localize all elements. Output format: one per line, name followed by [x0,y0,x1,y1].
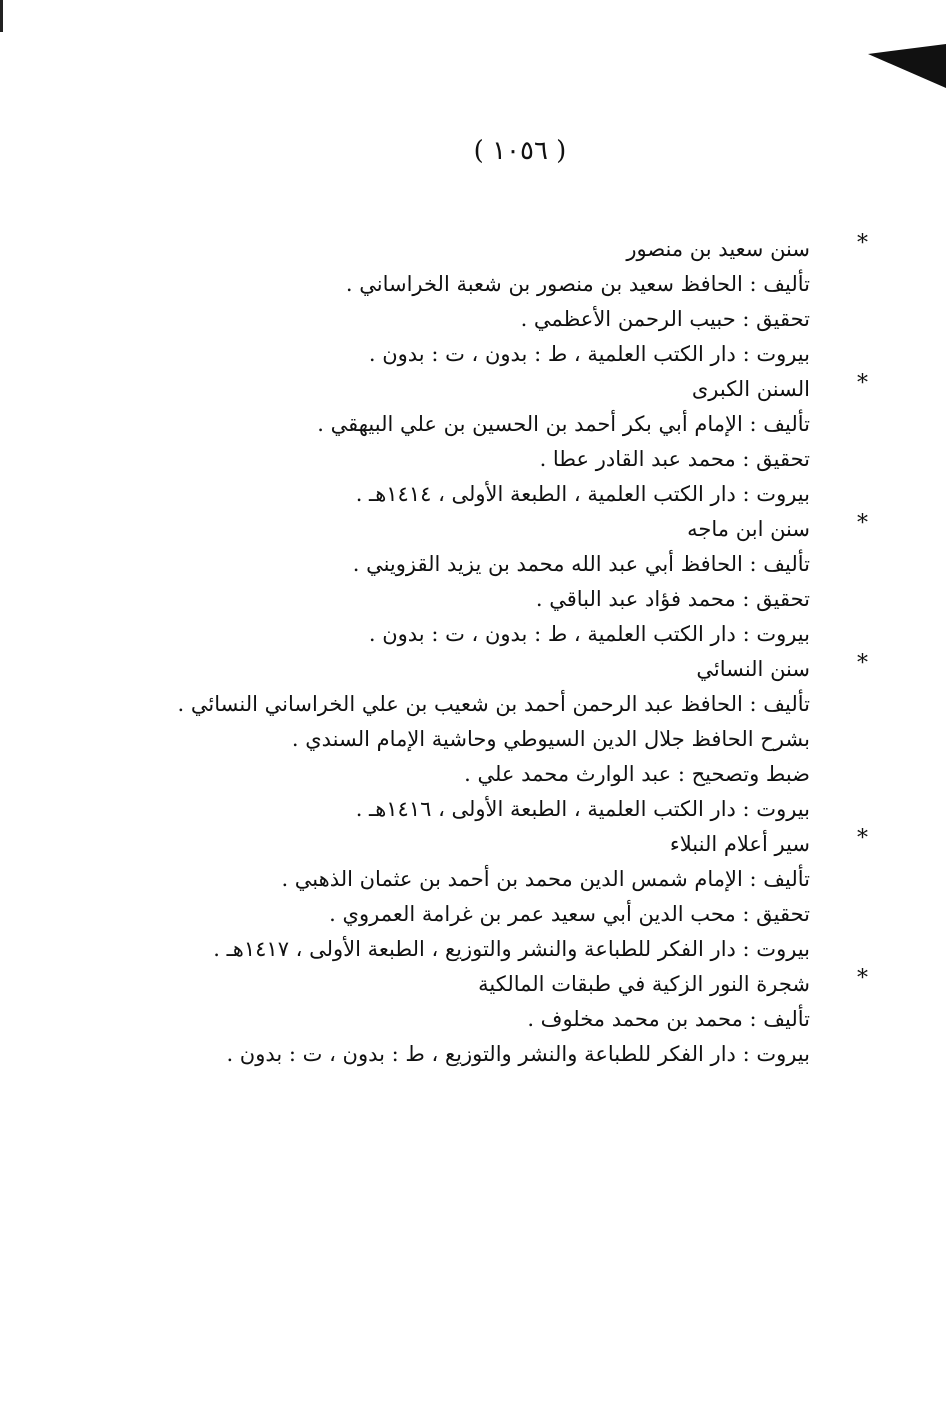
entry-editor: تحقيق : محب الدين أبي سعيد عمر بن غرامة العمروي . [329,902,810,926]
entry-asterisk: * [857,966,868,991]
entry-author: تأليف : الإمام شمس الدين محمد بن أحمد بن عثمان الذهبي . [281,867,810,891]
entry-publisher: بيروت : دار الكتب العلمية ، ط : بدون ، ت : بدون . [368,622,810,646]
entry-asterisk: * [857,511,868,536]
entry-publisher: بيروت : دار الكتب العلمية ، الطبعة الأولى ، ١٤١٤هـ . [355,482,810,506]
bibliography-entry [160,651,868,827]
entry-asterisk: * [857,826,868,851]
entry-title: سنن ابن ماجه [687,517,810,541]
bibliography-list [160,231,868,1072]
page-number: ( ١٠٥٦ ) [473,136,567,166]
entry-editor: تحقيق : محمد فؤاد عبد الباقي . [535,587,810,611]
entry-publisher: بيروت : دار الفكر للطباعة والنشر والتوزيع ، ط : بدون ، ت : بدون . [226,1042,810,1066]
entry-author: تأليف : الحافظ سعيد بن منصور بن شعبة الخراساني . [345,272,810,296]
entry-commentary: بشرح الحافظ جلال الدين السيوطي وحاشية الإمام السندي . [291,727,810,751]
bibliography-entry [160,826,868,967]
corner-fold-mark [868,44,946,88]
entry-title: السنن الكبرى [691,377,810,401]
entry-author: تأليف : محمد بن محمد مخلوف . [527,1007,810,1031]
entry-editor: تحقيق : حبيب الرحمن الأعظمي . [520,307,810,331]
entry-editor: ضبط وتصحيح : عبد الوارث محمد علي . [464,762,810,786]
bibliography-entry [160,231,868,372]
entry-asterisk: * [857,231,868,256]
entry-publisher: بيروت : دار الكتب العلمية ، الطبعة الأولى ، ١٤١٦هـ . [355,797,810,821]
entry-title: شجرة النور الزكية في طبقات المالكية [478,972,810,996]
bibliography-entry [160,511,868,652]
entry-author: تأليف : الإمام أبي بكر أحمد بن الحسين بن علي البيهقي . [317,412,810,436]
entry-title: سنن النسائي [696,657,810,681]
scan-edge-mark [0,0,3,32]
entry-author: تأليف : الحافظ عبد الرحمن أحمد بن شعيب بن علي الخراساني النسائي . [177,692,810,716]
bibliography-entry [160,966,868,1072]
entry-author: تأليف : الحافظ أبي عبد الله محمد بن يزيد القزويني . [352,552,810,576]
entry-editor: تحقيق : محمد عبد القادر عطا . [539,447,810,471]
entry-asterisk: * [857,371,868,396]
entry-title: سنن سعيد بن منصور [626,237,810,261]
entry-publisher: بيروت : دار الكتب العلمية ، ط : بدون ، ت : بدون . [368,342,810,366]
entry-asterisk: * [857,651,868,676]
entry-publisher: بيروت : دار الفكر للطباعة والنشر والتوزيع ، الطبعة الأولى ، ١٤١٧هـ . [213,937,810,961]
bibliography-entry [160,371,868,512]
entry-title: سير أعلام النبلاء [669,832,810,856]
